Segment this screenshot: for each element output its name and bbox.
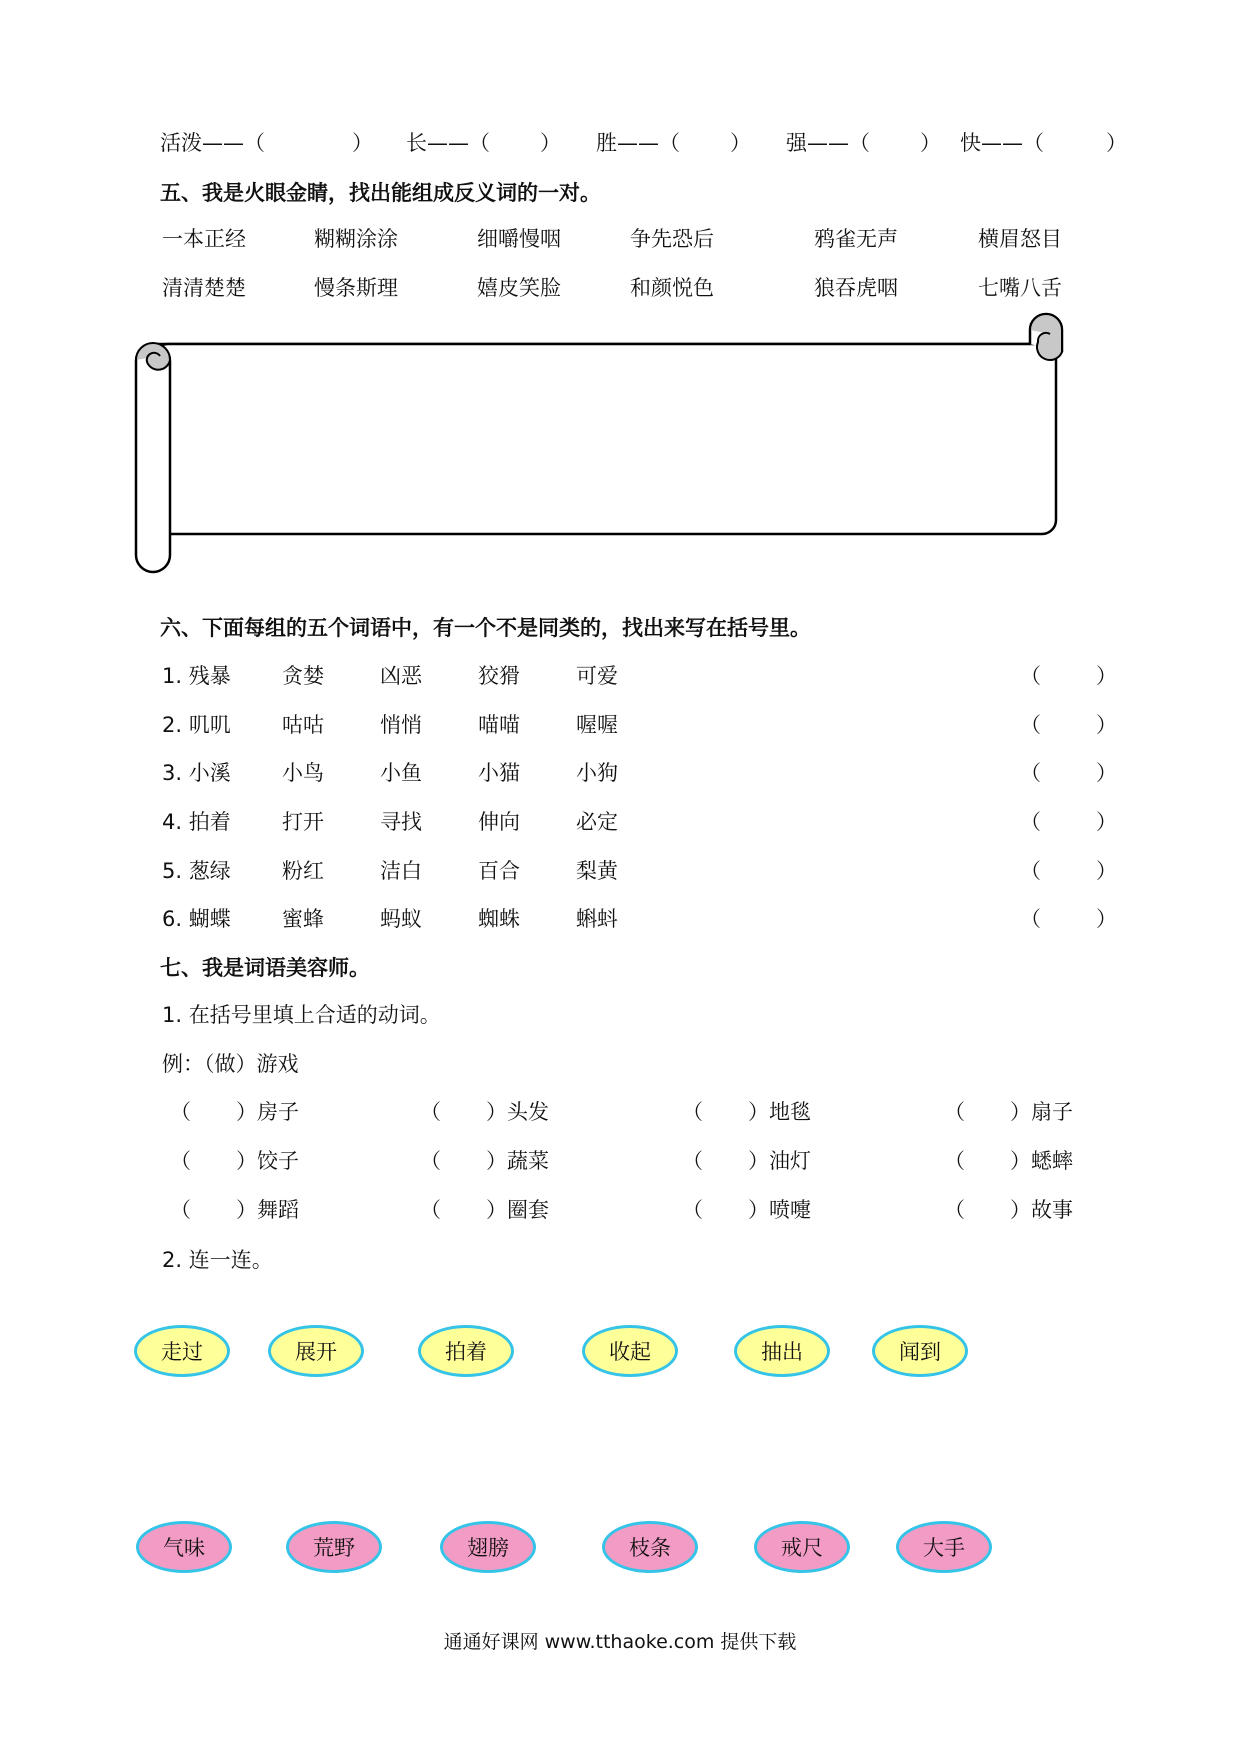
match-top-item[interactable]: 收起 — [582, 1325, 678, 1377]
answer-paren-close: ） — [1096, 907, 1117, 931]
match-bottom-item[interactable]: 翅膀 — [440, 1521, 536, 1573]
answer-paren-open[interactable]: （ — [1020, 713, 1041, 737]
group-word: 小猫 — [478, 761, 520, 785]
answer-paren-open[interactable]: （ — [1020, 907, 1041, 931]
match-top-item[interactable]: 拍着 — [418, 1325, 514, 1377]
match-bottom-item[interactable]: 大手 — [896, 1521, 992, 1573]
match-top-item[interactable]: 闻到 — [872, 1325, 968, 1377]
group-word: 4. 拍着 — [162, 810, 231, 834]
idiom: 横眉怒目 — [978, 227, 1062, 251]
blank-noun: ）扇子 — [1010, 1100, 1073, 1124]
group-word: 小鸟 — [282, 761, 324, 785]
section7-title: 七、我是词语美容师。 — [160, 956, 370, 980]
group-word: 6. 蝴蝶 — [162, 907, 231, 931]
answer-paren-close: ） — [1096, 810, 1117, 834]
idiom: 争先恐后 — [630, 227, 714, 251]
blank-paren[interactable]: （ — [420, 1100, 441, 1124]
blank-paren[interactable]: （ — [420, 1198, 441, 1222]
group-word: 蜜蜂 — [282, 907, 324, 931]
group-word: 粉红 — [282, 859, 324, 883]
match-bottom-item[interactable]: 戒尺 — [754, 1521, 850, 1573]
blank-noun: ）饺子 — [236, 1149, 299, 1173]
idiom: 嬉皮笑脸 — [477, 276, 561, 300]
group-word: 悄悄 — [380, 713, 422, 737]
fill-word-3: 胜——（ — [596, 131, 680, 155]
match-bottom-item[interactable]: 枝条 — [602, 1521, 698, 1573]
blank-paren[interactable]: （ — [170, 1198, 191, 1222]
fill-close-3: ） — [730, 131, 751, 155]
idiom: 七嘴八舌 — [978, 276, 1062, 300]
match-bottom-item[interactable]: 荒野 — [286, 1521, 382, 1573]
blank-noun: ）油灯 — [748, 1149, 811, 1173]
match-top-item[interactable]: 走过 — [134, 1325, 230, 1377]
blank-noun: ）头发 — [486, 1100, 549, 1124]
blank-noun: ）舞蹈 — [236, 1198, 299, 1222]
group-word: 蜘蛛 — [478, 907, 520, 931]
idiom: 鸦雀无声 — [814, 227, 898, 251]
group-word: 寻找 — [380, 810, 422, 834]
fill-word-1: 活泼——（ — [160, 131, 265, 155]
group-word: 伸向 — [478, 810, 520, 834]
idiom: 一本正经 — [162, 227, 246, 251]
blank-noun: ）房子 — [236, 1100, 299, 1124]
blank-noun: ）蟋蟀 — [1010, 1149, 1073, 1173]
match-bottom-item[interactable]: 气味 — [136, 1521, 232, 1573]
blank-paren[interactable]: （ — [420, 1149, 441, 1173]
blank-noun: ）喷嚏 — [748, 1198, 811, 1222]
group-word: 5. 葱绿 — [162, 859, 231, 883]
blank-paren[interactable]: （ — [170, 1100, 191, 1124]
fill-word-4: 强——（ — [786, 131, 870, 155]
idiom: 慢条斯理 — [314, 276, 398, 300]
answer-paren-close: ） — [1096, 859, 1117, 883]
match-top-item[interactable]: 展开 — [268, 1325, 364, 1377]
answer-paren-open[interactable]: （ — [1020, 810, 1041, 834]
group-word: 3. 小溪 — [162, 761, 231, 785]
blank-noun: ）蔬菜 — [486, 1149, 549, 1173]
section7-sub1: 1. 在括号里填上合适的动词。 — [162, 1003, 441, 1027]
fill-close-5: ） — [1106, 131, 1127, 155]
group-word: 打开 — [282, 810, 324, 834]
blank-paren[interactable]: （ — [944, 1100, 965, 1124]
blank-noun: ）圈套 — [486, 1198, 549, 1222]
group-word: 可爱 — [576, 664, 618, 688]
idiom: 和颜悦色 — [630, 276, 714, 300]
idiom: 清清楚楚 — [162, 276, 246, 300]
group-word: 狡猾 — [478, 664, 520, 688]
fill-word-5: 快——（ — [960, 131, 1044, 155]
blank-paren[interactable]: （ — [944, 1198, 965, 1222]
group-word: 必定 — [576, 810, 618, 834]
idiom: 狼吞虎咽 — [814, 276, 898, 300]
answer-paren-close: ） — [1096, 761, 1117, 785]
group-word: 2. 叽叽 — [162, 713, 231, 737]
answer-paren-close: ） — [1096, 713, 1117, 737]
section7-example: 例：（做）游戏 — [162, 1052, 299, 1076]
group-word: 洁白 — [380, 859, 422, 883]
section7-sub2: 2. 连一连。 — [162, 1248, 273, 1272]
blank-noun: ）故事 — [1010, 1198, 1073, 1222]
idiom: 糊糊涂涂 — [314, 227, 398, 251]
match-top-item[interactable]: 抽出 — [734, 1325, 830, 1377]
answer-paren-open[interactable]: （ — [1020, 664, 1041, 688]
fill-close-2: ） — [540, 131, 561, 155]
group-word: 1. 残暴 — [162, 664, 231, 688]
blank-paren[interactable]: （ — [682, 1198, 703, 1222]
blank-paren[interactable]: （ — [170, 1149, 191, 1173]
group-word: 凶恶 — [380, 664, 422, 688]
group-word: 喵喵 — [478, 713, 520, 737]
group-word: 咕咕 — [282, 713, 324, 737]
group-word: 喔喔 — [576, 713, 618, 737]
group-word: 蚂蚁 — [380, 907, 422, 931]
footer: 通通好课网 www.tthaoke.com 提供下载 — [443, 1631, 797, 1653]
fill-word-2: 长——（ — [406, 131, 490, 155]
fill-close-4: ） — [920, 131, 941, 155]
answer-paren-open[interactable]: （ — [1020, 859, 1041, 883]
idiom: 细嚼慢咽 — [477, 227, 561, 251]
fill-close-1: ） — [352, 131, 373, 155]
section5-title: 五、我是火眼金睛，找出能组成反义词的一对。 — [160, 181, 601, 205]
group-word: 贪婪 — [282, 664, 324, 688]
group-word: 蝌蚪 — [576, 907, 618, 931]
blank-noun: ）地毯 — [748, 1100, 811, 1124]
group-word: 小狗 — [576, 761, 618, 785]
section6-title: 六、下面每组的五个词语中，有一个不是同类的，找出来写在括号里。 — [160, 616, 811, 640]
answer-paren-open[interactable]: （ — [1020, 761, 1041, 785]
group-word: 百合 — [478, 859, 520, 883]
group-word: 小鱼 — [380, 761, 422, 785]
blank-paren[interactable]: （ — [944, 1149, 965, 1173]
answer-paren-close: ） — [1096, 664, 1117, 688]
scroll-answer-box[interactable] — [130, 312, 1075, 582]
group-word: 梨黄 — [576, 859, 618, 883]
blank-paren[interactable]: （ — [682, 1149, 703, 1173]
blank-paren[interactable]: （ — [682, 1100, 703, 1124]
